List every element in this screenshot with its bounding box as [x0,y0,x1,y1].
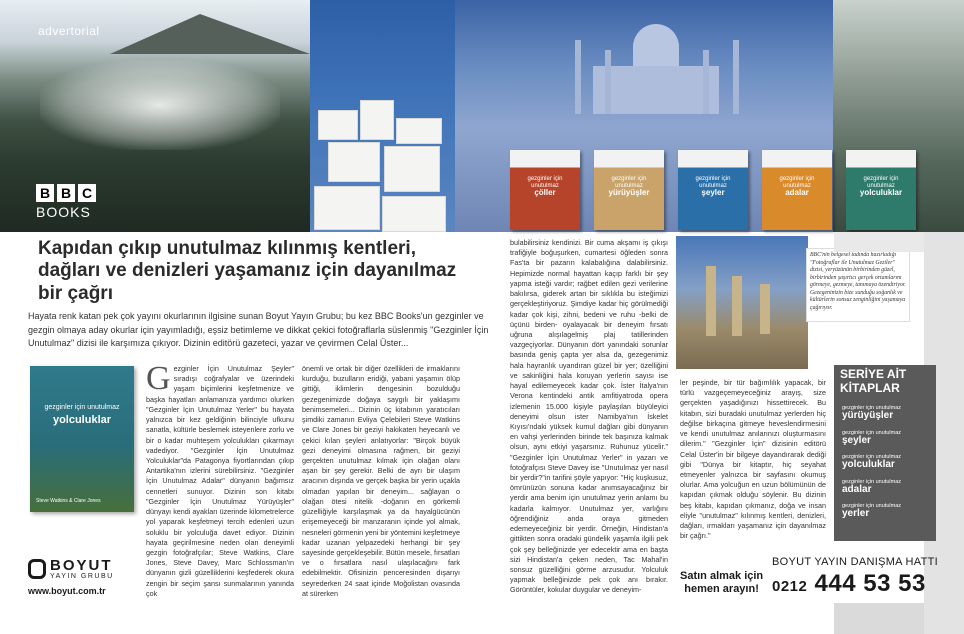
buy-line: Satın almak için [680,570,764,582]
bbc-letter: B [36,184,54,202]
cover-series: gezginler için unutulmaz [44,404,120,411]
series-title: SERİYE AİT KİTAPLAR [840,367,907,395]
series-item-subtitle: gezginler için unutulmaz [842,503,902,509]
bbc-books-logo [36,184,96,220]
series-item-subtitle: gezginler için unutulmaz [842,429,902,436]
hotline-label: BOYUT YAYIN DANIŞMA HATTI [772,556,939,568]
column-text: bulabilirsiniz kendinizi. Bir cuma akşamı iş çıkışı trafiğiyle boğuşurken, cumartesi öğleden sonra Fas'ta bir pazarın kalabalığına dalabilirsiniz. Hepimizde normal hayattan kaçıp farklı bir şey yapma isteği vardır; rağbet edilen gezi verilerine bakılırsa, giderek artan bir sıklıkla bu isteğimizi gerçekleştiriyoruz. Şimdiye kadar hiç görülmediği kadar çok kişi, zihni, bedeni ve ruhu -belki de üçünü birden- oyalayacak bir deneyim fırsatı uğruna alışılagelmiş plaj tatillerinden vazgeçiyorlar. Dünyanın dört yanındaki sorunlar basında geniş çapta yer alsa da, gezegenimiz hala hayranlık uyandıran güzel bir yer; özelliğini ve sakinliğini hala koruyan yerlerin sayısı ise hayal edilemeyecek kadar çok. İster İtalya'nın Verona kentindeki antik amfitiyatroda opera izlemenin 15.000 kişiyle paylaşılan büyüleyici deneyimi olsun ister Namibya'nın İskelet Kıyısı'ndaki yüksek kumul dağları gibi dünyanın en vahşi yerlerinden birinde tek başınıza kalmak olsun, aynı etkiyi yaşarsınız. Ruhunuz yücelir." "Gezginler İçin Unutulmaz Yerler" in yazarı ve fotoğrafçısı Steve Davey ise "Unutulmaz yer nasıl bir yerdir?"in tarifini şöyle yapıyor: "Hiç kuşkusuz, ömrünüzün sonuna kadar anımsayacağınız bir yerdir ama benim için unutulmaz yerin anlamı bu kadarla kalmıyor. Unutulmaz yer, varlığını öğrendiğiniz anda oraya gitmeden edemeyeceğiniz bir yerdir. Örneğin, Hindistan'a gittikten sonra oradaki gündelik yaşamla ilgili pek çok şey belleğinizde yer edecektir ama en başta sizi Hindistan'a çeken neden, Tac Mahal'in sonsuz güzelliğini görme arzusudur. Yolculuk yapmak belleğinizde pek çok anı bırakır. Görüntüler, kokular duygular ve deneyim- [510,238,668,595]
publisher-sub: YAYIN GRUBU [50,573,114,580]
column-text: ler peşinde, bir tür bağımlılık yapacak, bir türlü vazgeçemeyeceğiniz arayış, size gerçekten yaşadığınızı hissettirecek. Bu kitabın, sizi buradaki unutulmaz yerlerden hiç değilse birkaçına gitmeye heveslendirmesini ve kendi unutulmaz anılarınızı oluşturmasını dilerim." "Gezginler İçin" dizisinin editörü Celal Üster'in bir bilgeye dayandırarak dediği gibi "Dünya bir kitaptır, hiç seyahat etmeyenler yalnızca bir sayfasını okumuş olurlar. Ama yolcuğun en uzun bölümünün de kapıdan çıkmak olduğu söylenir. Bu dizinin beş kitabı, kapıdan çıkmanız, doğa ve insan eliyle "unutulmaz" kılınmış kentleri, denizleri, dağları, ırmakları yaşamanız için dayanılmaz bir çağrı." [680,378,826,541]
series-item [842,430,934,447]
featured-book-cover [30,366,134,512]
cover-authors: Steve Watkins & Clare Jones [36,498,101,504]
series-item-title: yürüyüşler [842,410,894,421]
series-item [842,454,934,471]
series-item [842,405,934,422]
bbc-letter: B [57,184,75,202]
buy-call-to-action [680,570,763,596]
series-item-title: yolculuklar [842,459,895,470]
publisher-url[interactable]: www.boyut.com.tr [28,586,106,596]
article-column-4 [680,378,826,548]
decor-footer-block [834,603,924,634]
series-item-title: şeyler [842,434,871,446]
column-text: önemli ve ortak bir diğer özellikleri de irmaklarını kurduğu, buzulların eridiği, yabani yaşamın ölüp gittiği, iklimlerin dengesinin bozulduğu gezegenimizde doğaya saygılı bir yaklaşımı benimsemeleri... Dizinin üç kitabının yaratıcıları şimdiki zamanın Evliya Çelebileri Steve Watkins ve Clare Jones bir geziyi hakikaten heyecanlı ve çekici kılan şeyleri anlatıyorlar: "Birçok büyük gezi deneyimi olmasına rağmen, bir geziyi gerçekten unutulmaz kılmak için olağan olanı aşan bir şey gerekir. Belki de ayrı bir ulaşım aracının dışında ve gerçek başka bir yerin uçakla olmadan yapılan bir deneyim... sağlayan o olağan ötesi nitelik -doğanın en görkemli güzelliğiyle karşılaşmak ya da hayalgücünün erişemeyeceği bir manzaranın içinde yol almak, nesneleri görmenin yeni bir yöntemini keşfetmeye kadar uzanan yelpazedeki herhangi bir şey sayesinde gerçekleşebilir. Bütün mesele, fırsatları ve o fırsatlara nasıl ulaşılacağını fark edebilmektir. Ofisinizin penceresinden dışarıyı seyrederken 24 saat içinde Moğolistan ovasında at sürerken [302,364,460,598]
article-column-1 [146,360,294,598]
book-cover-seyler: gezginler için unutulmaz şeyler [678,150,748,230]
advertorial-label: advertorial [38,24,100,38]
series-item-subtitle: gezginler için unutulmaz [842,405,902,411]
series-list [842,405,934,528]
series-item-subtitle: gezginler için unutulmaz [842,454,902,460]
book-cover-colers: gezginler için unutulmaz çöller [510,150,580,230]
book-cover-adalar: gezginler için unutulmaz adalar [762,150,832,230]
photo-caption: BBC'nin belgesel tadında hazırladığı "Fotoğraflar ile Unutulmaz Geziler" dizisi, yeryüzünün birbirinden güzel, birbirinden şaşırtıcı gerçek ortamlarını görmeye, gezmeye, tanımaya özendiriyor. Gezegeninizin bize sunduğu soğanlık ve kültürlerin sonsuz zenginliğini yaşamaya çağırıyor. [806,248,910,322]
cover-title: yolculuklar [52,414,112,426]
article-column-2 [302,364,460,624]
boyut-logo-icon [28,559,46,579]
publisher-block [28,558,114,596]
bbc-books-text: BOOKS [36,204,91,220]
series-item-subtitle: gezginler için unutulmaz [842,478,902,485]
article-headline: Kapıdan çıkıp unutulmaz kılınmış kentleri, dağları ve denizleri yaşamanız için dayanılmaz bir çağrı [38,238,457,304]
series-item-title: yerler [842,508,870,519]
phone-prefix: 0212 [772,578,808,595]
series-item [842,503,934,520]
buy-line: hemen arayın! [684,583,759,596]
series-item-title: adalar [842,483,872,495]
series-item [842,479,934,496]
bbc-letter: C [78,184,96,202]
photo-banner [0,0,964,232]
article-intro: Hayata renk katan pek çok yayını okurlarının ilgisine sunan Boyut Yayın Grubu; bu kez BBC Books'un gezginler ve gezgin olmaya aday okurlar için yayımladığı, eşsiz betimleme ve dikkat çekici fotoğraflarla süslenmiş "Gezginler İçin Unutulmaz" dizisi ile karşımıza çıkıyor. Dizinin editörü gazeteci, yazar ve çevirmen Celal Üster... [28,311,489,348]
book-cover-yuruyusler: gezginler için unutulmaz yürüyüşler [594,150,664,230]
column-text: ezginler İçin Unutulmaz Şeyler" sıradışı coğrafyalar ve üzerindeki yaşam biçimlerini keşfetmenize ve başka hayatları anlamanıza yardımcı olurken "Gezginler İçin Unutulmaz Yerler" bu hayata yalnızca bir kez geldiğinin bilinciyle ufkunu sanatla, kültürle beslemek isteyenlere zorlu ve bir o kadar muhteşem yolculukları çıkarmayı vadediyor. "Gezginler İçin Unutulmaz Yolculuklar"da Patagonya fiyortlarından çıkıp Antartika'nın izlerini sürebilirsiniz. "Gezginler İçin Unutulmaz Adalar" dünyanın bağımsız cennetleri sunuyor. Dizinin son kitabı "Gezginler İçin Unutulmaz Yürüyüşler" dünyayı kendi ayakları üzerinde kilometrelerce yol yaparak keşfetmeyi tercih edenleri uzun soluklu bir yolculuğa davet ediyor. Dizinin hayata geçirilmesine neden olan deneyimli gezgin fotoğrafçılar; Steve Watkins, Clare Jones, Steve Davey, Marc Schlossman'ın dünyanın gizli güzelliklerini keşfederek okura zengin bir seçim şansı sunmalarının yanında çok [146,364,294,598]
decor-block [834,232,936,252]
article-column-3 [510,238,668,630]
hotline-number[interactable] [772,570,926,598]
boyut-logo [28,558,114,580]
santorini-photo [310,0,455,232]
publisher-name: BOYUT [50,557,113,574]
drop-cap: G [146,360,171,397]
book-cover-yolculuklar: gezginler için unutulmaz yolculuklar [846,150,916,230]
phone-number: 444 53 53 [814,570,926,597]
ruins-photo [676,236,808,369]
